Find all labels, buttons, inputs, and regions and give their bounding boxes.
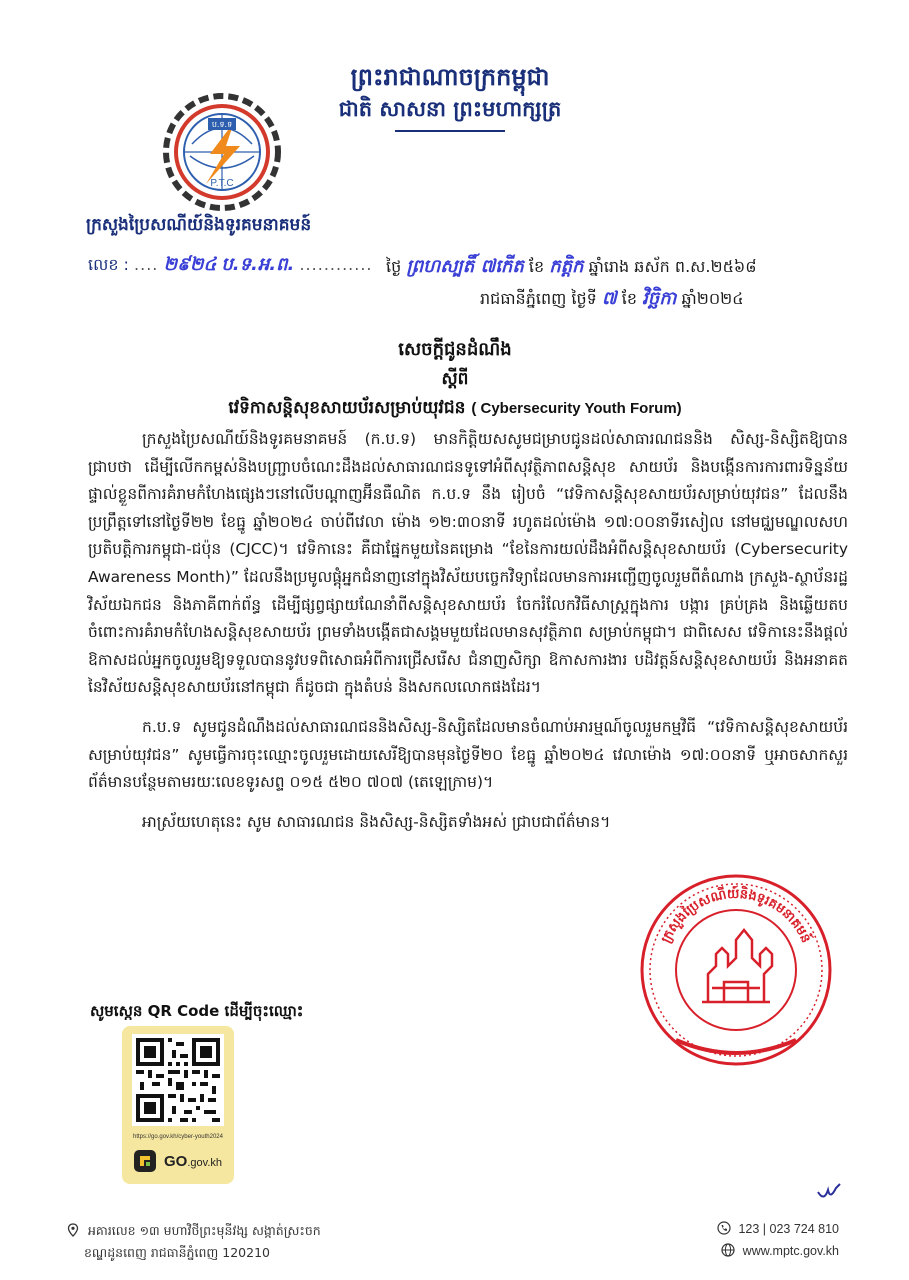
lunar-day: ព្រហស្បតិ៍ ៧កើត: [406, 256, 524, 277]
body-paragraph-3: អាស្រ័យហេតុនេះ សូម សាធារណជន និងសិស្ស-និស្សិតទាំងអស់ ជ្រាបជាព័ត៌មាន។: [142, 812, 611, 831]
qr-code[interactable]: [132, 1034, 224, 1126]
notice-title: សេចក្តីជូនដំណឹង: [398, 339, 512, 360]
signature-mark: [814, 1182, 844, 1204]
address-line-1: អគារលេខ ១៣ មហាវិថីព្រះមុនីវង្ស សង្កាត់ស្រះចក: [87, 1223, 321, 1238]
reference-number-value: ២៩២៤: [163, 254, 217, 275]
go-gov-text: GO.gov.kh: [164, 1152, 222, 1170]
footer-website-row: [717, 1240, 839, 1262]
reference-suffix: ប.ទ.អ.ព.: [221, 254, 295, 275]
reference-dots-right: ............: [299, 255, 373, 274]
subject-english: ( Cybersecurity Youth Forum): [471, 400, 682, 417]
solar-month-label: ខែ: [621, 289, 637, 308]
kingdom-header: [290, 60, 610, 132]
solar-prefix: រាជធានីភ្នំពេញ ថ្ងៃទី: [480, 289, 597, 308]
reference-dots-left: ....: [134, 255, 159, 274]
footer-phone-row: [717, 1218, 839, 1240]
qr-instruction: សូមស្កេន QR Code ដើម្បីចុះឈ្មោះ: [90, 1002, 304, 1020]
ministry-name: ក្រសួងប្រៃសណីយ៍និងទូរគមនាគមន៍: [86, 215, 312, 235]
header-divider: [395, 130, 505, 132]
official-stamp: [636, 870, 836, 1070]
footer-phone[interactable]: 123 | 023 724 810: [738, 1222, 839, 1236]
lunar-date: [386, 254, 757, 281]
lunar-month-label: ខែ: [528, 257, 545, 276]
stamp-text: ក្រសួងប្រៃសណីយ៍និងទូរគមនាគមន៍: [658, 886, 814, 946]
footer-address: [66, 1220, 321, 1264]
subject-khmer: វេទិកាសន្តិសុខសាយប័រសម្រាប់យុវជន: [228, 398, 466, 418]
qr-url[interactable]: https://go.gov.kh/cyber-youth2024: [133, 1134, 223, 1140]
solar-month: វិច្ឆិកា: [642, 288, 677, 309]
qr-card[interactable]: [122, 1026, 234, 1184]
reference-label: លេខ :: [88, 255, 129, 274]
globe-icon: [721, 1243, 735, 1257]
location-pin-icon: [66, 1223, 80, 1237]
solar-day: ៧: [601, 288, 617, 309]
national-motto: ជាតិ សាសនា ព្រះមហាក្សត្រ: [338, 96, 562, 121]
footer-website-link[interactable]: www.mptc.gov.kh: [742, 1244, 839, 1258]
ministry-logo: [162, 92, 282, 212]
logo-text-bottom: P.T.C: [210, 178, 234, 189]
body-paragraph-2: ក.ប.ទ សូមជូនដំណឹងដល់សាធារណជននិងសិស្ស-និស្សិតដែលមានចំណាប់អារម្មណ៍ចូលរួមកម្មវិធី “វេទិកាសន្តិសុខសាយប័រសម្រាប់យុវជន” សូមធ្វើការចុះឈ្មោះចូលរួមដោយសេរីឱ្យបានមុនថ្ងៃទី២០ ខែធ្នូ ឆ្នាំ២០២៤ វេលាម៉ោង ១៧:០០នាទី ឬអាចសាកសួរព័ត៌មានបន្ថែមតាមរយៈលេខទូរសព្ទ ០១៥ ៥២០ ៧០៧ (តេឡេក្រាម)។: [88, 717, 848, 792]
angkor-emblem: [702, 930, 772, 1002]
notice-subject-label: ស្តីពី: [441, 369, 469, 389]
kingdom-title: ព្រះរាជាណាចក្រកម្ពុជា: [350, 62, 550, 91]
logo-text-top: ប.ទ.ទ: [211, 120, 233, 129]
lunar-prefix: ថ្ងៃ: [386, 257, 402, 276]
go-gov-brand: [132, 1146, 224, 1176]
footer-contact: [717, 1218, 839, 1262]
lunar-month: កត្តិក: [549, 256, 584, 277]
solar-date: [480, 286, 744, 313]
notice-body: [88, 426, 848, 848]
go-gov-logo-icon: [132, 1148, 158, 1174]
notice-title-block: [150, 335, 760, 424]
footer: [0, 1204, 909, 1280]
lunar-year: ឆ្នាំរោង ឆស័ក ព.ស.២៥៦៨: [588, 257, 757, 276]
phone-icon: [717, 1221, 731, 1235]
reference-number: [88, 252, 373, 279]
solar-year: ឆ្នាំ២០២៤: [681, 289, 744, 308]
notice-subject: [150, 393, 760, 424]
address-line-2: ខណ្ឌដូនពេញ រាជធានីភ្នំពេញ 120210: [84, 1245, 270, 1260]
body-paragraph-1: ក្រសួងប្រៃសណីយ៍និងទូរគមនាគមន៍ (ក.ប.ទ) មានកិត្តិយសសូមជម្រាបជូនដល់សាធារណជននិង សិស្ស-និស្សិតឱ្យបានជ្រាបថា ដើម្បីលើកកម្ពស់និងបញ្ជ្រាបចំណេះដឹងដល់សាធារណជនទូទៅអំពីសុវត្ថិភាពសន្តិសុខ សាយប័រ និងបង្កើនការការពារទិន្នន័យផ្ទាល់ខ្លួនពីការគំរាមកំហែងផ្សេងៗនៅលើបណ្តាញអ៊ីនធឺណិត ក.ប.ទ នឹង រៀបចំ “វេទិកាសន្តិសុខសាយប័រសម្រាប់យុវជន” ដែលនឹងប្រព្រឹត្តទៅនៅថ្ងៃទី២២ ខែធ្នូ ឆ្នាំ២០២៤ ចាប់ពីវេលា ម៉ោង ១២:៣០នាទី រហូតដល់ម៉ោង ១៧:០០នាទីរសៀល នៅមជ្ឈមណ្ឌលសហប្រតិបត្តិការកម្ពុជា-ជប៉ុន (CJCC)។ វេទិកានេះ គឺជាផ្នែកមួយនៃគម្រោង “ខែនៃការយល់ដឹងអំពីសន្តិសុខសាយប័រ (Cybersecurity Awareness Month)” ដែលនឹងប្រមូលផ្តុំអ្នកជំនាញនៅក្នុងវិស័យបច្ចេកវិទ្យាដែលមានការអញ្ជើញចូលរួមពីតំណាង ក្រសួង-ស្ថាប័នរដ្ឋ វិស័យឯកជន និងភាគីពាក់ព័ន្ធ ដើម្បីផ្សព្វផ្សាយណែនាំពីសន្តិសុខសាយប័រ ចែករំលែកវិធីសាស្ត្រក្នុងការ បង្ការ គ្រប់គ្រង និងឆ្លើយតបចំពោះការគំរាមកំហែងសន្តិសុខសាយប័រ ព្រមទាំងបង្កើតជាសង្គមមួយដែលមានសុវត្ថិភាព សម្រាប់កម្ពុជា។ ជាពិសេស វេទិកានេះនឹងផ្តល់ឱកាសដល់អ្នកចូលរួមឱ្យទទួលបាននូវបទពិសោធអំពីការជ្រើសរើស ជំនាញសិក្សា ឱកាសការងារ បដិវត្តន៍សន្តិសុខសាយប័រ និងអនាគតនៃវិស័យសន្តិសុខសាយប័រនៅកម្ពុជា ក៏ដូចជា ក្នុងតំបន់ និងសកលលោកផងដែរ។: [88, 430, 848, 697]
